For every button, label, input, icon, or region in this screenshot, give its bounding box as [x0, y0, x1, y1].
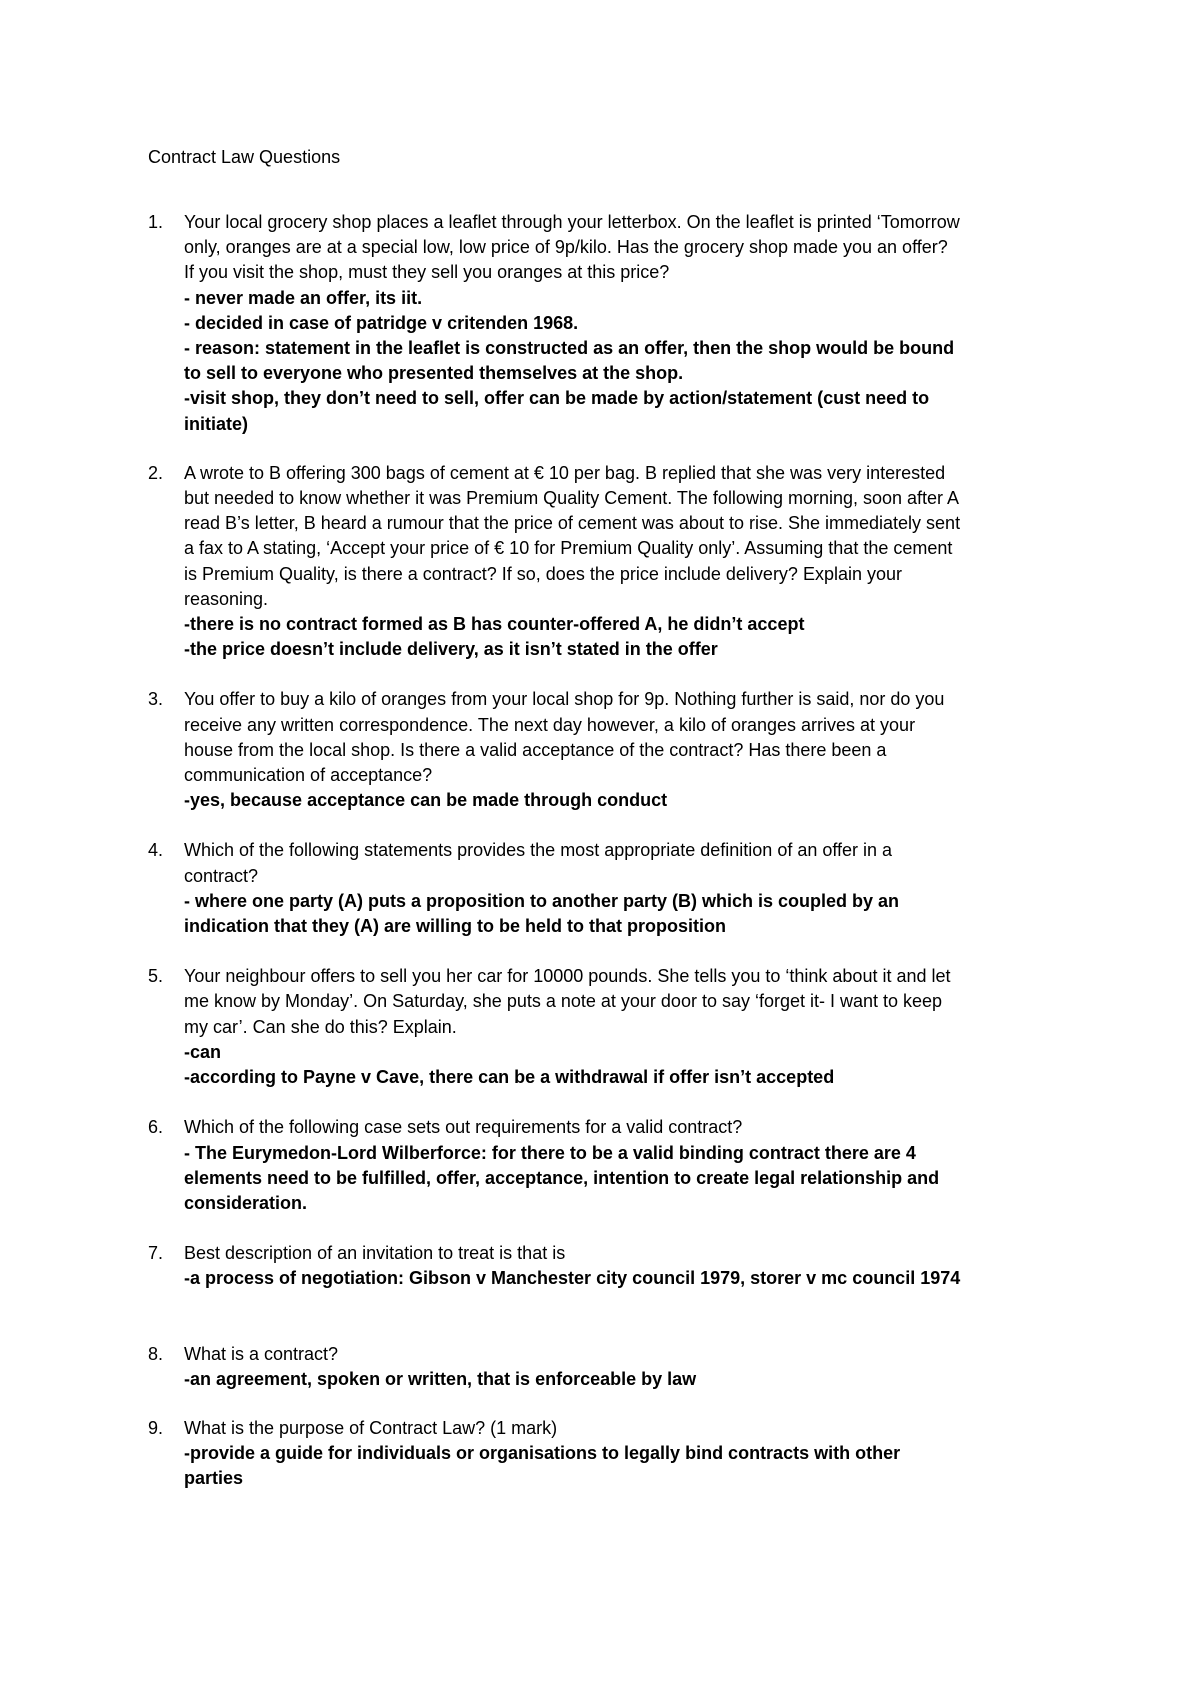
question-item — [148, 461, 1078, 663]
question-text-line: read B’s letter, B heard a rumour that the price of cement was about to rise. She immediately sent — [184, 513, 961, 534]
question-list — [148, 210, 1078, 1492]
question-text-line: Your neighbour offers to sell you her car for 10000 pounds. She tells you to ‘think about it and let — [184, 966, 951, 987]
answer-text-line: initiate) — [184, 413, 249, 434]
question-number: 1. — [148, 212, 164, 232]
question-text-line: contract? — [184, 865, 259, 886]
question-item — [148, 1416, 1078, 1492]
question-body — [184, 687, 1064, 813]
document-title: Contract Law Questions — [148, 147, 341, 167]
question-item — [148, 1342, 1078, 1392]
question-number: 3. — [148, 689, 164, 710]
question-body — [184, 210, 1064, 437]
question-text-line: a fax to A stating, ‘Accept your price of € 10 for Premium Quality only’. Assuming that the cement — [184, 538, 953, 559]
question-text-line: my car’. Can she do this? Explain. — [184, 1016, 457, 1037]
question-text-line: me know by Monday’. On Saturday, she puts a note at your door to say ‘forget it- I want to keep — [184, 991, 943, 1012]
question-text-line: Which of the following statements provides the most appropriate definition of an offer in a — [184, 840, 893, 861]
answer-text-line: parties — [184, 1468, 244, 1489]
answer-text-line: - The Eurymedon-Lord Wilberforce: for there to be a valid binding contract there are 4 — [184, 1142, 916, 1163]
question-text-line: is Premium Quality, is there a contract? If so, does the price include delivery? Explain your — [184, 563, 902, 584]
question-body — [184, 964, 1064, 1090]
answer-text-line: indication that they (A) are willing to be held to that proposition — [184, 916, 726, 937]
answer-text-line: - where one party (A) puts a proposition to another party (B) which is coupled by an — [184, 890, 900, 911]
question-number: 6. — [148, 1117, 164, 1138]
answer-text-line: consideration. — [184, 1192, 308, 1213]
answer-text-line: - never made an offer, its iit. — [184, 287, 423, 308]
answer-text-line: elements need to be fulfilled, offer, acceptance, intention to create legal relationship and — [184, 1167, 940, 1188]
question-body — [184, 461, 1064, 663]
answer-text-line: -yes, because acceptance can be made through conduct — [184, 790, 668, 811]
answer-text-line: -can — [184, 1041, 222, 1062]
question-body — [184, 1416, 1064, 1492]
question-text-line: You offer to buy a kilo of oranges from your local shop for 9p. Nothing further is said, nor do you — [184, 689, 945, 710]
question-item — [148, 1115, 1078, 1216]
answer-text-line: -visit shop, they don’t need to sell, offer can be made by action/statement (cust need to — [184, 388, 930, 409]
question-text-line: house from the local shop. Is there a valid acceptance of the contract? Has there been a — [184, 739, 887, 760]
question-text-line: Which of the following case sets out requirements for a valid contract? — [184, 1117, 743, 1138]
question-number: 7. — [148, 1243, 164, 1264]
question-item — [148, 1241, 1078, 1291]
question-body — [184, 1115, 1064, 1216]
question-text-line: Best description of an invitation to treat is that is — [184, 1243, 566, 1264]
question-text-line: A wrote to B offering 300 bags of cement at € 10 per bag. B replied that she was very interested — [184, 462, 946, 483]
question-body — [184, 1342, 1064, 1392]
answer-text-line: - decided in case of patridge v critenden 1968. — [184, 312, 579, 333]
question-item — [148, 210, 1078, 437]
question-number: 4. — [148, 840, 164, 861]
question-text-line: Your local grocery shop places a leaflet through your letterbox. On the leaflet is printed ‘Tomorrow — [184, 212, 960, 232]
question-text-line: reasoning. — [184, 588, 269, 609]
answer-text-line: to sell to everyone who presented themselves at the shop. — [184, 363, 684, 384]
answer-text-line: -provide a guide for individuals or organisations to legally bind contracts with other — [184, 1443, 901, 1464]
question-text-line: communication of acceptance? — [184, 765, 433, 786]
question-text-line: but needed to know whether it was Premium Quality Cement. The following morning, soon after A — [184, 488, 960, 509]
question-text-line: only, oranges are at a special low, low price of 9p/kilo. Has the grocery shop made you an offer? — [184, 237, 948, 258]
question-item — [148, 838, 1078, 939]
answer-text-line: -an agreement, spoken or written, that is enforceable by law — [184, 1368, 697, 1389]
question-number: 2. — [148, 462, 164, 483]
question-text-line: receive any written correspondence. The next day however, a kilo of oranges arrives at your — [184, 714, 916, 735]
answer-text-line: - reason: statement in the leaflet is constructed as an offer, then the shop would be bound — [184, 338, 955, 359]
question-body — [184, 838, 1064, 939]
question-item — [148, 964, 1078, 1090]
answer-text-line: -there is no contract formed as B has counter-offered A, he didn’t accept — [184, 614, 805, 635]
question-number: 5. — [148, 966, 164, 987]
question-number: 9. — [148, 1417, 164, 1438]
question-number: 8. — [148, 1343, 164, 1364]
question-text-line: If you visit the shop, must they sell you oranges at this price? — [184, 262, 670, 283]
question-text-line: What is the purpose of Contract Law? (1 mark) — [184, 1417, 558, 1438]
answer-text-line: -a process of negotiation: Gibson v Manchester city council 1979, storer v mc council 1974 — [184, 1268, 961, 1289]
question-text-line: What is a contract? — [184, 1343, 339, 1364]
question-item — [148, 687, 1078, 813]
answer-text-line: -according to Payne v Cave, there can be a withdrawal if offer isn’t accepted — [184, 1067, 835, 1088]
answer-text-line: -the price doesn’t include delivery, as it isn’t stated in the offer — [184, 639, 718, 660]
question-body — [184, 1241, 1064, 1291]
